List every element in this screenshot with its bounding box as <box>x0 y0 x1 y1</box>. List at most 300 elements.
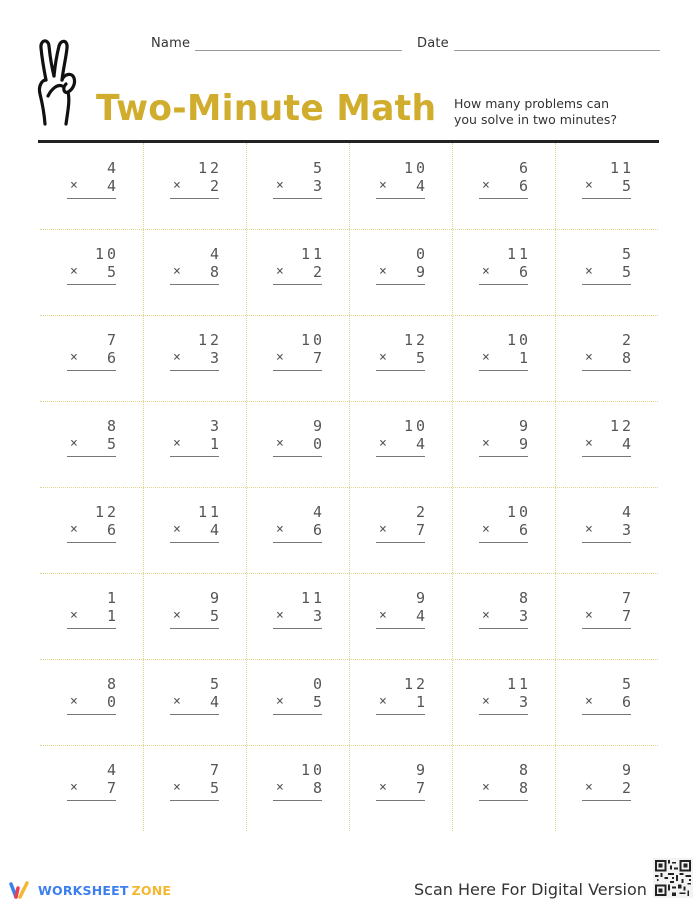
multiply-sign-icon: × <box>379 694 387 709</box>
answer-line[interactable] <box>376 370 425 371</box>
problem-cell <box>143 745 246 831</box>
problem-cell <box>246 315 349 401</box>
multiplier-row <box>479 607 531 625</box>
multiplier: 7 <box>621 607 634 625</box>
subtitle-line-1: How many problems can <box>454 96 610 111</box>
logo-word-worksheet: WORKSHEET <box>38 882 129 898</box>
multiplication-problem <box>479 589 531 629</box>
multiply-sign-icon: × <box>276 608 284 623</box>
multiplier-row <box>582 779 634 797</box>
multiplicand: 7 <box>106 331 119 349</box>
problem-cell <box>349 487 452 573</box>
multiplier: 4 <box>209 693 222 711</box>
multiplier-row <box>273 349 325 367</box>
problem-cell <box>555 229 658 315</box>
problem-cell <box>143 573 246 659</box>
multiplier: 4 <box>106 177 119 195</box>
multiplicand: 10 <box>403 417 428 435</box>
multiplier: 6 <box>518 263 531 281</box>
multiplier-row <box>376 177 428 195</box>
worksheet-subtitle <box>454 96 617 128</box>
answer-line[interactable] <box>479 714 528 715</box>
multiplier: 5 <box>621 177 634 195</box>
multiplicand: 5 <box>621 245 634 263</box>
answer-line[interactable] <box>273 542 322 543</box>
problem-cell <box>349 745 452 831</box>
answer-line[interactable] <box>376 198 425 199</box>
multiplier-row <box>582 607 634 625</box>
answer-line[interactable] <box>170 628 219 629</box>
answer-line[interactable] <box>582 800 631 801</box>
multiplier: 4 <box>415 177 428 195</box>
multiplier: 7 <box>415 521 428 539</box>
answer-line[interactable] <box>67 628 116 629</box>
answer-line[interactable] <box>376 284 425 285</box>
multiply-sign-icon: × <box>482 608 490 623</box>
date-field[interactable] <box>417 36 660 51</box>
multiplicand: 5 <box>209 675 222 693</box>
multiply-sign-icon: × <box>585 436 593 451</box>
problem-cell <box>349 401 452 487</box>
problem-grid <box>40 143 658 831</box>
multiplication-problem <box>273 589 325 629</box>
multiplier-row <box>273 435 325 453</box>
multiplier: 6 <box>312 521 325 539</box>
problem-cell <box>246 659 349 745</box>
multiplier-row <box>273 607 325 625</box>
multiplier-row <box>273 779 325 797</box>
multiplication-problem <box>273 675 325 715</box>
date-label: Date <box>417 36 449 51</box>
multiply-sign-icon: × <box>585 264 593 279</box>
problem-cell <box>555 401 658 487</box>
multiplication-problem <box>67 675 119 715</box>
multiplicand: 9 <box>415 761 428 779</box>
problem-cell <box>452 573 555 659</box>
multiplier: 8 <box>209 263 222 281</box>
multiplier: 3 <box>209 349 222 367</box>
multiplication-problem <box>376 589 428 629</box>
multiplicand: 4 <box>209 245 222 263</box>
multiplier-row <box>67 177 119 195</box>
multiply-sign-icon: × <box>276 350 284 365</box>
multiplier: 8 <box>312 779 325 797</box>
answer-line[interactable] <box>170 800 219 801</box>
problem-cell <box>246 229 349 315</box>
problem-cell <box>246 745 349 831</box>
multiply-sign-icon: × <box>173 780 181 795</box>
multiply-sign-icon: × <box>482 694 490 709</box>
problem-cell <box>452 401 555 487</box>
multiplication-problem <box>479 331 531 371</box>
answer-line[interactable] <box>67 456 116 457</box>
multiplier-row <box>376 349 428 367</box>
multiplication-problem <box>582 675 634 715</box>
multiplication-problem <box>170 503 222 543</box>
multiplicand: 10 <box>506 331 531 349</box>
answer-line[interactable] <box>582 198 631 199</box>
multiplication-problem <box>170 761 222 801</box>
multiply-sign-icon: × <box>70 522 78 537</box>
multiplication-problem <box>582 503 634 543</box>
multiplication-problem <box>479 675 531 715</box>
multiply-sign-icon: × <box>173 608 181 623</box>
answer-line[interactable] <box>273 370 322 371</box>
logo-word-zone: ZONE <box>131 882 172 898</box>
worksheet-title: Two-Minute Math <box>96 88 437 129</box>
multiplier: 3 <box>312 607 325 625</box>
problem-cell <box>349 229 452 315</box>
multiplicand: 10 <box>300 331 325 349</box>
multiplicand: 11 <box>506 675 531 693</box>
multiplier-row <box>67 607 119 625</box>
problem-cell <box>349 659 452 745</box>
multiplication-problem <box>376 245 428 285</box>
multiply-sign-icon: × <box>276 436 284 451</box>
multiplier: 1 <box>415 693 428 711</box>
multiplier-row <box>67 435 119 453</box>
multiplier: 4 <box>415 607 428 625</box>
multiply-sign-icon: × <box>379 522 387 537</box>
multiplier-row <box>170 349 222 367</box>
multiplicand: 10 <box>403 159 428 177</box>
date-input-line[interactable] <box>454 38 660 51</box>
multiplier-row <box>273 521 325 539</box>
multiplicand: 8 <box>106 675 119 693</box>
multiplicand: 4 <box>312 503 325 521</box>
multiplicand: 9 <box>415 589 428 607</box>
multiplier: 6 <box>621 693 634 711</box>
multiplier: 8 <box>518 779 531 797</box>
multiplier-row <box>479 521 531 539</box>
multiply-sign-icon: × <box>70 608 78 623</box>
worksheet-zone-logo-icon <box>8 880 34 900</box>
multiplication-problem <box>273 761 325 801</box>
worksheet-zone-logo[interactable] <box>8 880 171 900</box>
multiplier-row <box>170 435 222 453</box>
name-input-line[interactable] <box>195 38 402 51</box>
multiplication-problem <box>479 417 531 457</box>
answer-line[interactable] <box>582 628 631 629</box>
problem-cell <box>452 745 555 831</box>
problem-cell <box>555 745 658 831</box>
multiplication-problem <box>273 417 325 457</box>
problem-cell <box>452 315 555 401</box>
multiplication-problem <box>273 159 325 199</box>
multiplier: 2 <box>621 779 634 797</box>
multiplier: 5 <box>106 263 119 281</box>
problem-cell <box>349 143 452 229</box>
multiplicand: 0 <box>312 675 325 693</box>
multiply-sign-icon: × <box>379 350 387 365</box>
multiplicand: 9 <box>621 761 634 779</box>
multiply-sign-icon: × <box>482 436 490 451</box>
multiplication-problem <box>273 245 325 285</box>
multiplicand: 12 <box>609 417 634 435</box>
answer-line[interactable] <box>479 370 528 371</box>
multiply-sign-icon: × <box>173 436 181 451</box>
multiply-sign-icon: × <box>276 178 284 193</box>
multiplier: 6 <box>518 177 531 195</box>
multiplicand: 11 <box>300 589 325 607</box>
answer-line[interactable] <box>582 284 631 285</box>
multiplier-row <box>376 521 428 539</box>
multiplier-row <box>67 693 119 711</box>
multiplier-row <box>170 263 222 281</box>
multiplication-problem <box>479 503 531 543</box>
multiplier: 1 <box>518 349 531 367</box>
answer-line[interactable] <box>67 714 116 715</box>
multiplier-row <box>170 779 222 797</box>
multiply-sign-icon: × <box>379 178 387 193</box>
multiply-sign-icon: × <box>585 694 593 709</box>
answer-line[interactable] <box>170 370 219 371</box>
multiplier: 6 <box>106 349 119 367</box>
multiply-sign-icon: × <box>379 436 387 451</box>
problem-cell <box>40 229 143 315</box>
multiply-sign-icon: × <box>379 608 387 623</box>
problem-cell <box>143 487 246 573</box>
multiply-sign-icon: × <box>173 522 181 537</box>
multiplication-problem <box>479 245 531 285</box>
answer-line[interactable] <box>479 284 528 285</box>
multiplier: 5 <box>312 693 325 711</box>
answer-line[interactable] <box>170 284 219 285</box>
multiplier-row <box>582 177 634 195</box>
multiply-sign-icon: × <box>173 178 181 193</box>
answer-line[interactable] <box>170 542 219 543</box>
answer-line[interactable] <box>479 542 528 543</box>
multiply-sign-icon: × <box>173 350 181 365</box>
multiplier: 0 <box>106 693 119 711</box>
multiply-sign-icon: × <box>276 264 284 279</box>
answer-line[interactable] <box>273 714 322 715</box>
problem-cell <box>349 315 452 401</box>
multiplier-row <box>582 521 634 539</box>
multiplicand: 11 <box>197 503 222 521</box>
multiply-sign-icon: × <box>276 780 284 795</box>
multiplier-row <box>67 521 119 539</box>
multiplication-problem <box>67 503 119 543</box>
multiplicand: 10 <box>506 503 531 521</box>
multiplicand: 12 <box>197 159 222 177</box>
multiply-sign-icon: × <box>585 608 593 623</box>
answer-line[interactable] <box>479 800 528 801</box>
multiplicand: 8 <box>518 589 531 607</box>
multiplication-problem <box>67 245 119 285</box>
multiply-sign-icon: × <box>70 694 78 709</box>
multiplier: 6 <box>518 521 531 539</box>
multiply-sign-icon: × <box>585 350 593 365</box>
multiplicand: 12 <box>94 503 119 521</box>
problem-cell <box>143 659 246 745</box>
multiplier: 4 <box>415 435 428 453</box>
answer-line[interactable] <box>273 456 322 457</box>
multiplier: 5 <box>209 779 222 797</box>
multiplication-problem <box>170 159 222 199</box>
multiplicand: 7 <box>621 589 634 607</box>
multiplication-problem <box>376 761 428 801</box>
multiplier-row <box>273 177 325 195</box>
subtitle-line-2: you solve in two minutes? <box>454 112 617 127</box>
multiplier: 3 <box>518 693 531 711</box>
multiplier: 7 <box>106 779 119 797</box>
multiplier-row <box>67 779 119 797</box>
multiplier-row <box>582 263 634 281</box>
multiply-sign-icon: × <box>276 694 284 709</box>
multiplicand: 10 <box>94 245 119 263</box>
answer-line[interactable] <box>170 198 219 199</box>
multiplication-problem <box>479 761 531 801</box>
multiplier: 2 <box>312 263 325 281</box>
answer-line[interactable] <box>376 714 425 715</box>
multiplicand: 4 <box>621 503 634 521</box>
multiplicand: 9 <box>312 417 325 435</box>
problem-cell <box>452 487 555 573</box>
answer-line[interactable] <box>479 456 528 457</box>
multiplicand: 11 <box>609 159 634 177</box>
multiplier: 2 <box>209 177 222 195</box>
answer-line[interactable] <box>582 542 631 543</box>
problem-cell <box>40 143 143 229</box>
answer-line[interactable] <box>170 456 219 457</box>
answer-line[interactable] <box>376 628 425 629</box>
multiply-sign-icon: × <box>482 350 490 365</box>
multiplier-row <box>67 263 119 281</box>
multiplication-problem <box>170 245 222 285</box>
multiplication-problem <box>376 331 428 371</box>
multiplier-row <box>170 607 222 625</box>
multiplier-row <box>479 349 531 367</box>
answer-line[interactable] <box>582 714 631 715</box>
multiplier-row <box>376 693 428 711</box>
problem-cell <box>246 573 349 659</box>
problem-cell <box>555 659 658 745</box>
problem-cell <box>452 659 555 745</box>
multiplication-problem <box>67 417 119 457</box>
answer-line[interactable] <box>273 198 322 199</box>
multiplier: 1 <box>106 607 119 625</box>
multiplication-problem <box>67 331 119 371</box>
answer-line[interactable] <box>67 370 116 371</box>
multiplier: 6 <box>106 521 119 539</box>
answer-line[interactable] <box>273 800 322 801</box>
multiplier: 4 <box>209 521 222 539</box>
problem-cell <box>349 573 452 659</box>
problem-cell <box>555 315 658 401</box>
multiplier-row <box>479 435 531 453</box>
multiplier-row <box>170 521 222 539</box>
multiplicand: 12 <box>197 331 222 349</box>
answer-line[interactable] <box>273 628 322 629</box>
multiplication-problem <box>67 159 119 199</box>
multiply-sign-icon: × <box>70 780 78 795</box>
multiplication-problem <box>582 417 634 457</box>
multiply-sign-icon: × <box>70 436 78 451</box>
multiplicand: 8 <box>106 417 119 435</box>
multiplication-problem <box>376 503 428 543</box>
multiplication-problem <box>582 159 634 199</box>
multiplication-problem <box>376 159 428 199</box>
multiplicand: 7 <box>209 761 222 779</box>
multiplicand: 11 <box>300 245 325 263</box>
problem-cell <box>40 573 143 659</box>
multiplicand: 4 <box>106 761 119 779</box>
multiplicand: 12 <box>403 331 428 349</box>
multiplicand: 5 <box>312 159 325 177</box>
multiplicand: 6 <box>518 159 531 177</box>
multiplier: 9 <box>518 435 531 453</box>
answer-line[interactable] <box>376 456 425 457</box>
multiplication-problem <box>170 331 222 371</box>
qr-code-icon[interactable] <box>653 858 693 898</box>
answer-line[interactable] <box>67 800 116 801</box>
multiplier: 5 <box>415 349 428 367</box>
multiplier-row <box>479 177 531 195</box>
multiplicand: 4 <box>106 159 119 177</box>
problem-cell <box>143 401 246 487</box>
multiplier: 3 <box>621 521 634 539</box>
multiplication-problem <box>67 589 119 629</box>
answer-line[interactable] <box>67 284 116 285</box>
multiplier: 5 <box>621 263 634 281</box>
multiplier: 5 <box>209 607 222 625</box>
multiply-sign-icon: × <box>482 178 490 193</box>
multiplier: 7 <box>415 779 428 797</box>
multiplier: 9 <box>415 263 428 281</box>
multiplication-problem <box>376 675 428 715</box>
multiplicand: 3 <box>209 417 222 435</box>
problem-cell <box>555 143 658 229</box>
multiply-sign-icon: × <box>379 780 387 795</box>
multiplication-problem <box>582 761 634 801</box>
multiplier: 7 <box>312 349 325 367</box>
answer-line[interactable] <box>479 198 528 199</box>
problem-cell <box>555 487 658 573</box>
answer-line[interactable] <box>170 714 219 715</box>
multiplier-row <box>376 607 428 625</box>
problem-cell <box>246 143 349 229</box>
multiplication-problem <box>582 331 634 371</box>
name-field[interactable] <box>151 36 402 51</box>
answer-line[interactable] <box>67 198 116 199</box>
multiplier-row <box>273 693 325 711</box>
answer-line[interactable] <box>582 456 631 457</box>
multiplicand: 12 <box>403 675 428 693</box>
multiplicand: 1 <box>106 589 119 607</box>
peace-hand-icon <box>36 36 92 128</box>
problem-cell <box>40 659 143 745</box>
multiplicand: 10 <box>300 761 325 779</box>
multiplication-problem <box>479 159 531 199</box>
multiplication-problem <box>376 417 428 457</box>
answer-line[interactable] <box>582 370 631 371</box>
answer-line[interactable] <box>479 628 528 629</box>
multiply-sign-icon: × <box>70 264 78 279</box>
answer-line[interactable] <box>273 284 322 285</box>
answer-line[interactable] <box>67 542 116 543</box>
multiplier-row <box>582 349 634 367</box>
problem-cell <box>143 229 246 315</box>
answer-line[interactable] <box>376 542 425 543</box>
multiplicand: 9 <box>209 589 222 607</box>
multiplication-problem <box>273 503 325 543</box>
answer-line[interactable] <box>376 800 425 801</box>
multiplier-row <box>170 693 222 711</box>
problem-cell <box>452 229 555 315</box>
multiply-sign-icon: × <box>585 522 593 537</box>
multiplicand: 9 <box>518 417 531 435</box>
